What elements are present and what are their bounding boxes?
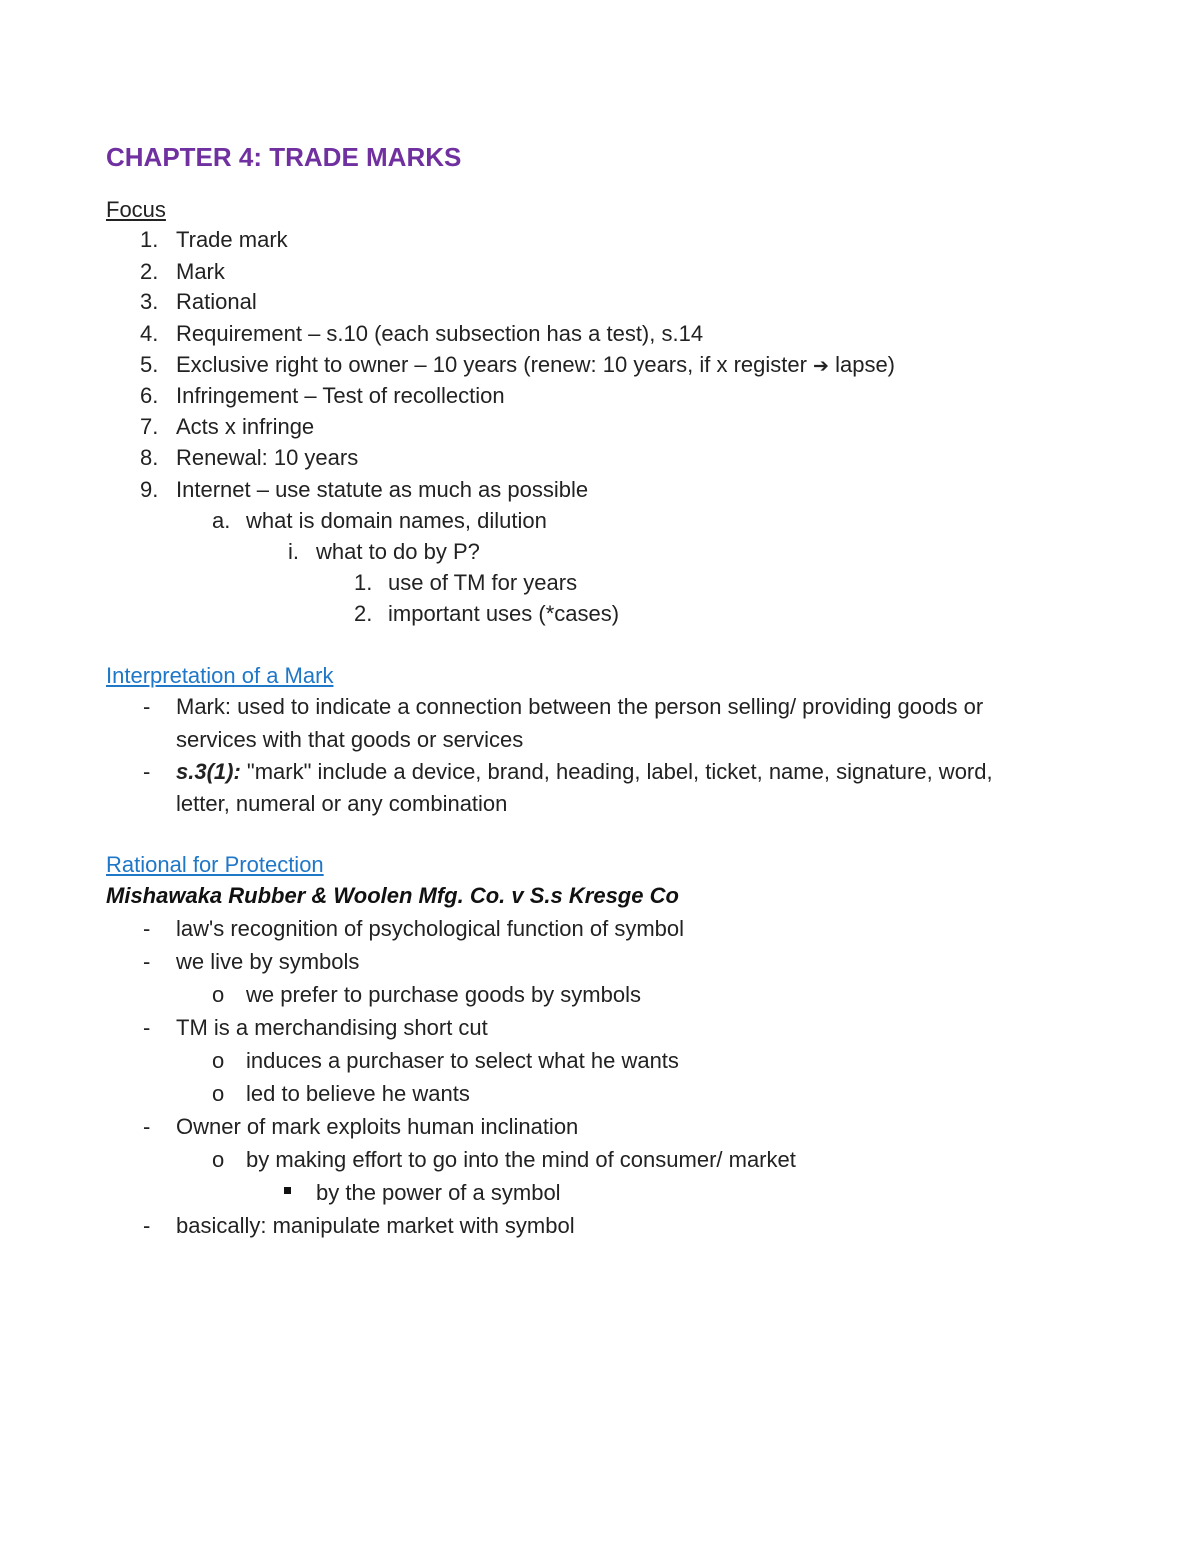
list-item: Renewal: 10 years (176, 445, 359, 470)
list-item: by the power of a symbol (316, 1180, 561, 1205)
list-item: Rational (176, 289, 257, 314)
list-number: 8. (140, 445, 159, 470)
dash-bullet: - (143, 1213, 151, 1238)
dash-bullet: - (143, 1015, 151, 1040)
dash-bullet: - (143, 694, 151, 719)
case-title: Mishawaka Rubber & Woolen Mfg. Co. v S.s Kresge Co (106, 883, 679, 908)
list-item: we live by symbols (176, 949, 360, 974)
list-number: 3. (140, 289, 159, 314)
list-number: 4. (140, 321, 159, 346)
list-number: 2. (140, 259, 159, 284)
dash-bullet: - (143, 759, 151, 784)
list-item: law's recognition of psychological function of symbol (176, 916, 685, 941)
list-number: 6. (140, 383, 159, 408)
list-item: Owner of mark exploits human inclination (176, 1114, 579, 1139)
list-item-continuation: services with that goods or services (176, 727, 524, 752)
list-number: 9. (140, 477, 159, 502)
dash-bullet: - (143, 916, 151, 941)
list-item: use of TM for years (388, 570, 578, 595)
page-title: CHAPTER 4: TRADE MARKS (106, 142, 462, 172)
list-item: Internet – use statute as much as possible (176, 477, 589, 502)
list-number: 7. (140, 414, 159, 439)
list-item: induces a purchaser to select what he wants (246, 1048, 679, 1073)
list-item-text: lapse) (828, 352, 896, 377)
circle-bullet: o (212, 1147, 225, 1172)
list-item-text: Exclusive right to owner – 10 years (renew: 10 years, if x register (176, 352, 814, 377)
list-item (176, 351, 895, 380)
list-item: basically: manipulate market with symbol (176, 1213, 575, 1238)
list-letter: a. (212, 508, 231, 533)
list-roman: i. (288, 539, 299, 564)
list-item-continuation: letter, numeral or any combination (176, 791, 508, 816)
list-item: Requirement – s.10 (each subsection has a test), s.14 (176, 321, 704, 346)
list-item: Mark (176, 259, 225, 284)
list-item: what to do by P? (316, 539, 480, 564)
section-reference: s.3(1): (176, 759, 241, 784)
list-item: led to believe he wants (246, 1081, 470, 1106)
list-item: Mark: used to indicate a connection between the person selling/ providing goods or (176, 694, 984, 719)
circle-bullet: o (212, 982, 225, 1007)
list-item: by making effort to go into the mind of consumer/ market (246, 1147, 796, 1172)
list-item-text: "mark" include a device, brand, heading, label, ticket, name, signature, word, (240, 759, 993, 784)
list-item: Infringement – Test of recollection (176, 383, 505, 408)
list-item (176, 758, 993, 786)
list-number: 1. (140, 227, 159, 252)
list-number: 2. (354, 601, 373, 626)
list-number: 1. (354, 570, 373, 595)
circle-bullet: o (212, 1081, 225, 1106)
list-item: important uses (*cases) (388, 601, 620, 626)
circle-bullet: o (212, 1048, 225, 1073)
list-item: Trade mark (176, 227, 288, 252)
list-item: we prefer to purchase goods by symbols (246, 982, 641, 1007)
square-bullet-icon (284, 1187, 291, 1194)
interpretation-heading[interactable]: Interpretation of a Mark (106, 663, 334, 688)
list-item: Acts x infringe (176, 414, 315, 439)
arrow-icon: ➔ (813, 355, 829, 377)
dash-bullet: - (143, 949, 151, 974)
focus-heading: Focus (106, 197, 166, 222)
list-number: 5. (140, 352, 159, 377)
dash-bullet: - (143, 1114, 151, 1139)
list-item: what is domain names, dilution (246, 508, 547, 533)
rational-heading[interactable]: Rational for Protection (106, 852, 324, 877)
list-item: TM is a merchandising short cut (176, 1015, 488, 1040)
